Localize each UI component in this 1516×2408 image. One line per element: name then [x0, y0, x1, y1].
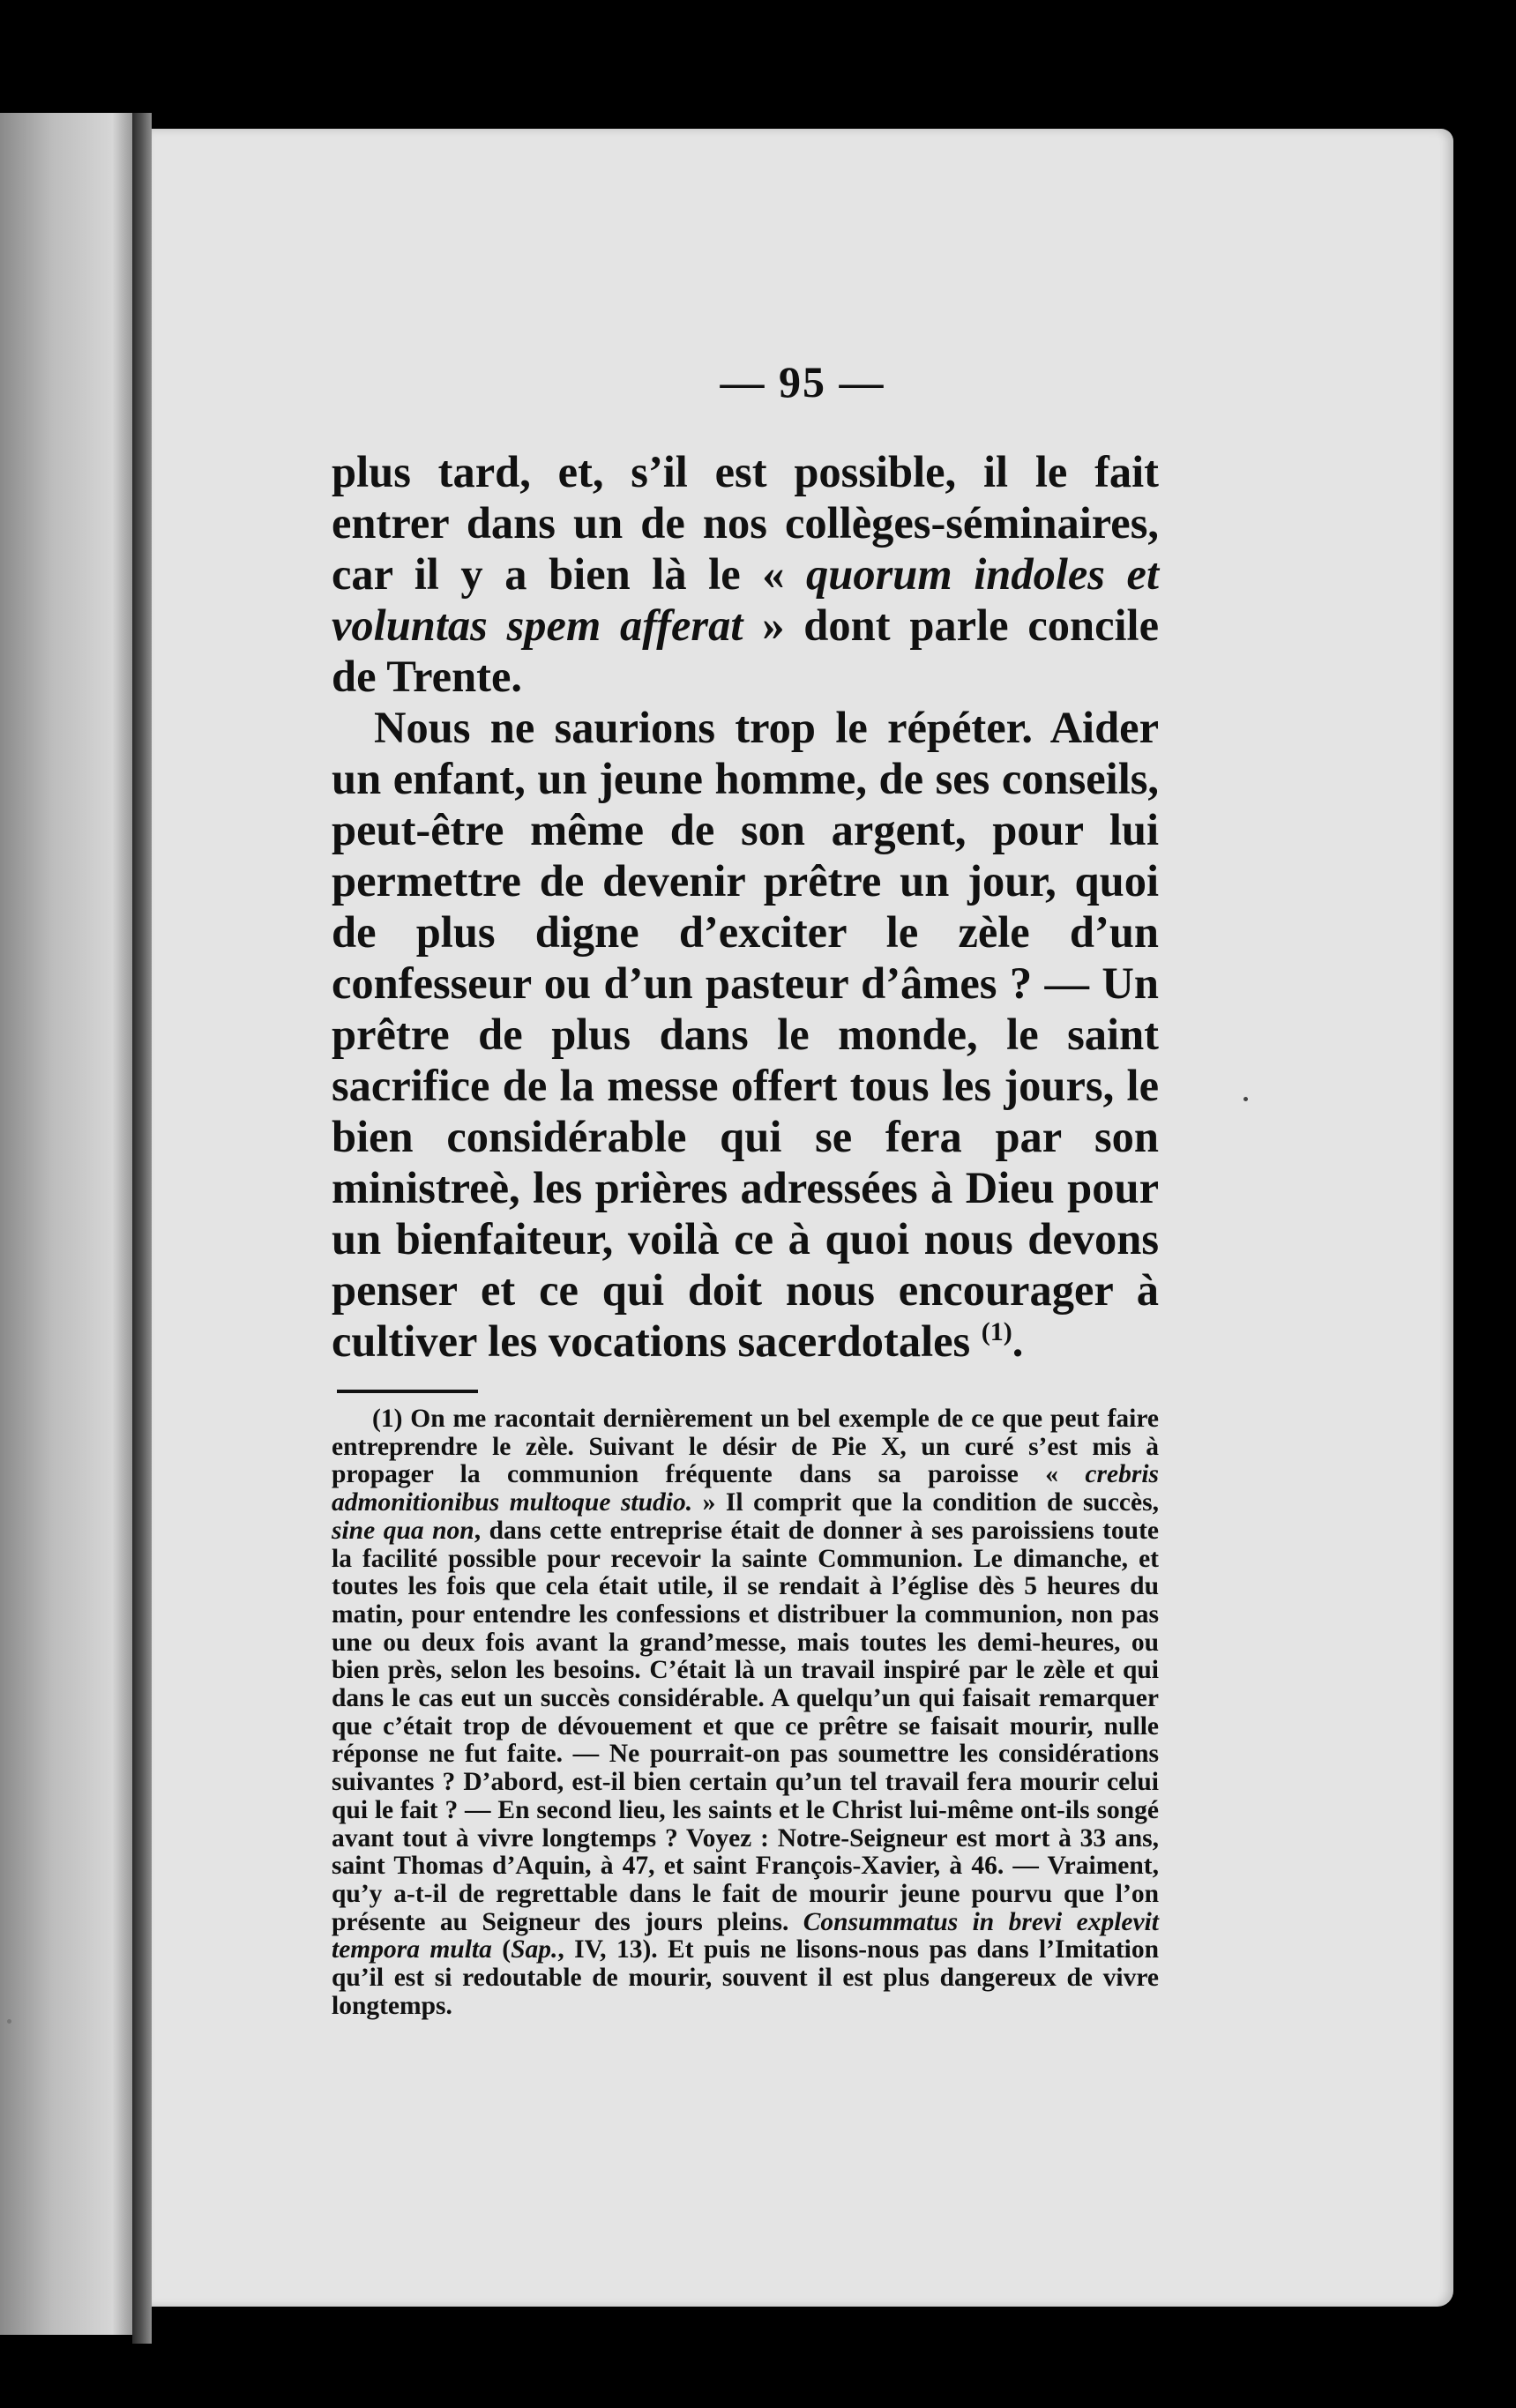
footnote-text-5: , IV, 13). Et puis ne lisons-nous pas dans l’Imitation qu’il est si redoutable de mourir, souvent il est plus dangereux de vivre longtemps.: [332, 1935, 1160, 2020]
book-page: [152, 129, 1453, 2307]
footnote-latin-3: Consummatus in brevi explevit tempora multa: [332, 1907, 1160, 1964]
paragraph-2: [332, 702, 1159, 1367]
book-gutter: [132, 113, 152, 2344]
footnote-text-4: (: [491, 1935, 512, 1964]
scan-speck: [7, 2019, 11, 2024]
footnote-latin-2: sine qua non: [332, 1516, 474, 1545]
footnote-reference[interactable]: (1): [981, 1317, 1012, 1346]
paragraph-1-text-a: plus tard, et, s’il est possible, il le fait entrer dans un de nos collèges-séminaires, car il y a bien là le «: [332, 447, 1159, 599]
paragraph-1-text-c: » dont parle concile de Trente.: [332, 600, 1159, 701]
paper-speck: [1243, 1097, 1248, 1101]
footnote-divider: [337, 1390, 478, 1393]
paragraph-2-end: .: [1012, 1316, 1024, 1366]
paragraph-2-text: Nous ne saurions trop le répéter. Aider un enfant, un jeune homme, de ses conseils, peut-être même de son argent, pour lui permettre de devenir prêtre un jour, quoi de plus digne d’exciter le zèle d’un confesseur ou d’un pasteur d’âmes ? — Un prêtre de plus dans le monde, le saint sacrifice de la messe offert tous les jours, le bien considérable qui se fera par son ministreè, les prières adressées à Dieu pour un bienfaiteur, voilà ce à quoi nous devons penser et ce qui doit nous encourager à cultiver les vocations sacerdotales: [332, 703, 1159, 1366]
footnote-text-2: » Il comprit que la condition de succès,: [692, 1488, 1159, 1517]
footnote-paragraph: [332, 1405, 1159, 2020]
latin-quote: quorum indoles et voluntas spem afferat: [332, 549, 1159, 650]
footnote: [332, 1405, 1159, 2020]
footnote-citation-book: Sap.: [511, 1935, 558, 1964]
footnote-latin-1: crebris admonitionibus multoque studio.: [332, 1460, 1159, 1517]
main-text: [332, 446, 1159, 1367]
previous-page-edge: [0, 113, 132, 2335]
footnote-text-3: , dans cette entreprise était de donner à ses paroissiens toute la facilité possible pour recevoir la sainte Communion. Le dimanche, et toutes les fois que cela était utile, il se rendait à l’église dès 5 heures du matin, pour entendre les confessions et distribuer la communion, non pas une ou deux fois avant la grand’messe, mais toutes les demi-heures, ou bien près, selon les besoins. C’était là un travail inspiré par le zèle et qui dans le cas eut un succès considérable. A quelqu’un qui faisait remarquer que c’était trop de dévouement et que ce prêtre se faisait mourir, nulle réponse ne fut faite. — Ne pourrait-on pas soumettre les considérations suivantes ? D’abord, est-il bien certain qu’un tel travail fera mourir celui qui le fait ? — En second lieu, les saints et le Christ lui-même ont-ils songé avant tout à vivre longtemps ? Voyez : Notre-Seigneur est mort à 33 ans, saint Thomas d’Aquin, à 47, et saint François-Xavier, à 46. — Vraiment, qu’y a-t-il de regrettable dans le fait de mourir jeune pourvu que l’on présente au Seigneur des jours pleins.: [332, 1516, 1159, 1936]
footnote-text-1: (1) On me racontait dernièrement un bel exemple de ce que peut faire entreprendre le zèle. Suivant le désir de Pie X, un curé s’est mis à propager la communion fréquente dans sa paroisse «: [332, 1405, 1159, 1489]
page-number: — 95 —: [720, 357, 885, 406]
paragraph-1: [332, 446, 1159, 702]
